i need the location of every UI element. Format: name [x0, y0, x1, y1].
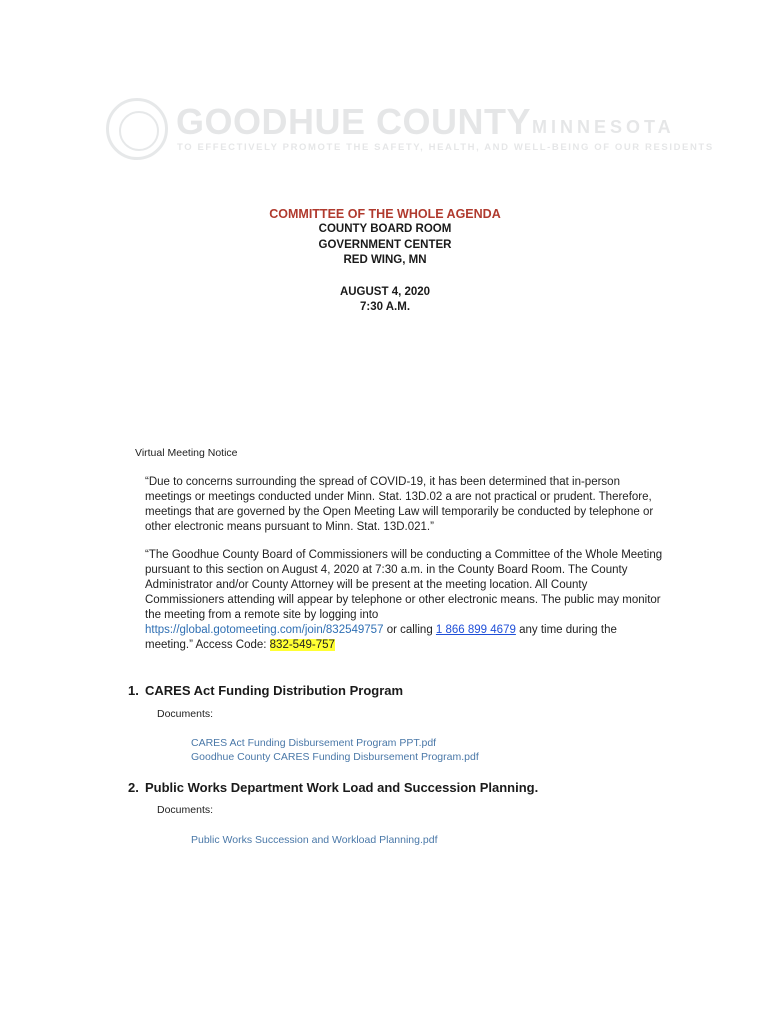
- agenda-item-heading: [128, 683, 403, 698]
- document-link[interactable]: CARES Act Funding Disbursement Program PPT.pdf: [191, 737, 437, 749]
- state-name: MINNESOTA: [532, 117, 675, 137]
- meeting-building: GOVERNMENT CENTER: [318, 238, 452, 251]
- county-tagline: TO EFFECTIVELY PROMOTE THE SAFETY, HEALTH, AND WELL-BEING OF OUR RESIDENTS: [177, 142, 714, 153]
- agenda-item-number: 2.: [128, 780, 139, 795]
- document-link[interactable]: Public Works Succession and Workload Planning.pdf: [191, 834, 438, 846]
- virtual-meeting-notice-label: Virtual Meeting Notice: [135, 447, 238, 459]
- meeting-room: COUNTY BOARD ROOM: [318, 223, 452, 235]
- documents-label: Documents:: [157, 708, 214, 720]
- access-code: 832-549-757: [269, 639, 335, 651]
- agenda-item-number: 1.: [128, 683, 139, 698]
- agenda-item-title: CARES Act Funding Distribution Program: [145, 683, 404, 698]
- meeting-city: RED WING, MN: [343, 254, 427, 266]
- agenda-title: COMMITTEE OF THE WHOLE AGENDA: [269, 207, 501, 221]
- gotomeeting-link[interactable]: https://global.gotomeeting.com/join/832549757: [145, 624, 384, 636]
- document-link[interactable]: Goodhue County CARES Funding Disbursement Program.pdf: [191, 751, 479, 763]
- county-letterhead-watermark: [106, 98, 714, 162]
- after-phone-text: any time during the meeting.” Access Code:: [145, 624, 617, 651]
- covid-notice-paragraph: “Due to concerns surrounding the spread of COVID-19, it has been determined that in-person meetings or meetings conducted under Minn. Stat. 13D.02 a are not practical or prudent. Therefore, meetings that are governed by the Open Meeting Law will temporarily be conducted by telephone or other electronic means pursuant to Minn. Stat. 13D.021.”: [145, 476, 654, 533]
- phone-number-link[interactable]: 1 866 899 4679: [435, 624, 516, 636]
- meeting-date: AUGUST 4, 2020: [339, 285, 431, 298]
- agenda-header: [0, 206, 770, 316]
- meeting-notice-text: “The Goodhue County Board of Commissioners will be conducting a Committee of the Whole Meeting pursuant to this section on August 4, 2020 at 7:30 a.m. in the County Board Room. The County Administrator and/or County Attorney will be present at the meeting location. All County Commissioners attending will appear by telephone or other electronic means. The public may monitor the meeting from a remote site by logging into: [145, 549, 663, 621]
- county-name: GOODHUE COUNTY: [176, 101, 532, 142]
- meeting-notice-paragraph: [145, 548, 665, 653]
- documents-label: Documents:: [157, 804, 214, 816]
- meeting-time: 7:30 A.M.: [359, 301, 411, 313]
- or-calling-text: or calling: [386, 624, 433, 636]
- agenda-item-heading: [128, 780, 538, 795]
- agenda-item-title: Public Works Department Work Load and Succession Planning.: [145, 780, 539, 795]
- county-seal-icon: [106, 98, 168, 160]
